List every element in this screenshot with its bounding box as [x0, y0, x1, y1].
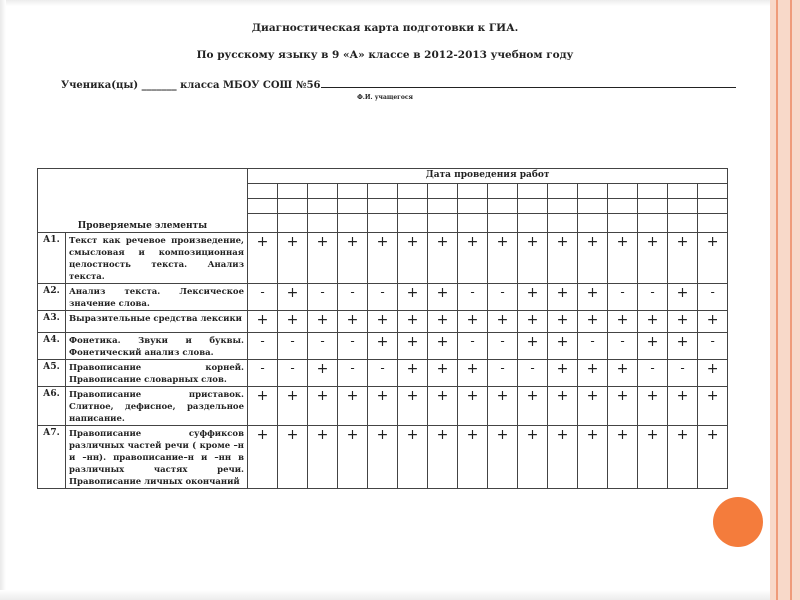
result-mark: + [488, 387, 518, 426]
result-mark: + [698, 360, 728, 387]
element-code: А3. [38, 311, 66, 333]
date-cell [518, 199, 548, 214]
element-description: Фонетика. Звуки и буквы. Фонетический анализ слова. [66, 333, 248, 360]
result-mark: + [668, 284, 698, 311]
result-mark: - [368, 360, 398, 387]
date-cell [488, 214, 518, 233]
result-mark: + [308, 387, 338, 426]
date-cell [428, 184, 458, 199]
result-mark: + [698, 387, 728, 426]
student-line-prefix: Ученика(цы) _______ класса МБОУ СОШ №56 [61, 80, 321, 91]
result-mark: - [338, 333, 368, 360]
result-mark: - [308, 333, 338, 360]
result-mark: + [488, 311, 518, 333]
result-mark: - [308, 284, 338, 311]
element-description: Текст как речевое произведение, смысловая и композиционная целостность текста. Анализ текста. [66, 233, 248, 284]
date-cell [518, 184, 548, 199]
table-row [38, 311, 728, 333]
result-mark: + [548, 387, 578, 426]
result-mark: + [578, 387, 608, 426]
result-mark: + [518, 426, 548, 489]
date-cell [458, 199, 488, 214]
element-code: А7. [38, 426, 66, 489]
result-mark: + [338, 233, 368, 284]
date-cell [458, 184, 488, 199]
result-mark: + [578, 360, 608, 387]
date-cell [308, 184, 338, 199]
date-cell [548, 199, 578, 214]
decor-stripe [770, 0, 800, 600]
result-mark: - [608, 284, 638, 311]
result-mark: - [458, 333, 488, 360]
result-mark: + [638, 333, 668, 360]
result-mark: + [578, 233, 608, 284]
result-mark: + [668, 387, 698, 426]
date-cell [278, 184, 308, 199]
date-cell [338, 214, 368, 233]
result-mark: + [308, 360, 338, 387]
result-mark: + [338, 426, 368, 489]
date-cell [308, 199, 338, 214]
date-cell [638, 184, 668, 199]
result-mark: + [518, 311, 548, 333]
result-mark: + [248, 233, 278, 284]
result-mark: + [428, 387, 458, 426]
result-mark: + [368, 426, 398, 489]
result-mark: - [488, 284, 518, 311]
result-mark: + [668, 233, 698, 284]
result-mark: + [638, 233, 668, 284]
element-description: Правописание приставок. Слитное, дефисное, раздельное написание. [66, 387, 248, 426]
decor-stripe-line [790, 0, 792, 600]
name-caption: Ф.И. учащегося [357, 94, 413, 101]
result-mark: - [638, 360, 668, 387]
date-cell [608, 184, 638, 199]
date-cell [488, 184, 518, 199]
result-mark: - [488, 360, 518, 387]
result-mark: + [698, 311, 728, 333]
result-mark: + [338, 311, 368, 333]
date-cell [248, 199, 278, 214]
element-code: А5. [38, 360, 66, 387]
date-cell [638, 214, 668, 233]
date-cell [398, 214, 428, 233]
result-mark: - [578, 333, 608, 360]
result-mark: + [398, 233, 428, 284]
table-row [38, 284, 728, 311]
result-mark: - [248, 333, 278, 360]
result-mark: + [428, 233, 458, 284]
date-cell [668, 199, 698, 214]
result-mark: - [278, 360, 308, 387]
result-mark: + [518, 233, 548, 284]
date-cell [518, 214, 548, 233]
date-cell [698, 214, 728, 233]
result-mark: + [488, 233, 518, 284]
result-mark: + [428, 333, 458, 360]
elements-header: Проверяемые элементы [38, 169, 248, 233]
result-mark: + [398, 284, 428, 311]
result-mark: + [398, 426, 428, 489]
result-mark: - [278, 333, 308, 360]
date-cell [398, 184, 428, 199]
date-cell [338, 184, 368, 199]
result-mark: + [698, 426, 728, 489]
date-cell [578, 184, 608, 199]
result-mark: + [398, 387, 428, 426]
date-cell [368, 199, 398, 214]
result-mark: + [488, 426, 518, 489]
result-mark: + [428, 426, 458, 489]
result-mark: + [548, 360, 578, 387]
document-title: Диагностическая карта подготовки к ГИА. [251, 22, 519, 34]
date-cell [368, 184, 398, 199]
date-cell [608, 214, 638, 233]
result-mark: + [458, 426, 488, 489]
table-row [38, 387, 728, 426]
date-cell [248, 184, 278, 199]
result-mark: - [458, 284, 488, 311]
result-mark: + [368, 387, 398, 426]
table-row [38, 360, 728, 387]
result-mark: + [548, 284, 578, 311]
date-cell [578, 214, 608, 233]
result-mark: + [368, 333, 398, 360]
result-mark: + [308, 426, 338, 489]
result-mark: + [458, 311, 488, 333]
date-cell [248, 214, 278, 233]
result-mark: + [578, 426, 608, 489]
result-mark: + [308, 311, 338, 333]
result-mark: + [518, 284, 548, 311]
result-mark: - [248, 284, 278, 311]
result-mark: + [458, 233, 488, 284]
slide-shadow-left [0, 0, 6, 600]
result-mark: + [398, 333, 428, 360]
student-line [61, 78, 736, 91]
result-mark: + [458, 387, 488, 426]
element-code: А1. [38, 233, 66, 284]
date-cell [638, 199, 668, 214]
result-mark: + [398, 311, 428, 333]
result-mark: + [458, 360, 488, 387]
result-mark: + [608, 360, 638, 387]
table-row [38, 233, 728, 284]
table-row [38, 333, 728, 360]
result-mark: + [608, 387, 638, 426]
element-description: Выразительные средства лексики [66, 311, 248, 333]
result-mark: + [428, 311, 458, 333]
date-cell [398, 199, 428, 214]
result-mark: + [608, 311, 638, 333]
date-cell [548, 214, 578, 233]
element-code: А6. [38, 387, 66, 426]
result-mark: + [518, 333, 548, 360]
result-mark: + [518, 387, 548, 426]
result-mark: + [278, 387, 308, 426]
date-cell [308, 214, 338, 233]
result-mark: - [698, 284, 728, 311]
table-row [38, 426, 728, 489]
element-code: А2. [38, 284, 66, 311]
date-header: Дата проведения работ [248, 169, 728, 184]
decor-stripe-line [776, 0, 778, 600]
result-mark: + [278, 284, 308, 311]
result-mark: + [608, 233, 638, 284]
result-mark: + [278, 311, 308, 333]
element-code: А4. [38, 333, 66, 360]
date-cell [458, 214, 488, 233]
date-cell [488, 199, 518, 214]
result-mark: + [668, 333, 698, 360]
result-mark: + [398, 360, 428, 387]
result-mark: - [338, 360, 368, 387]
date-cell [548, 184, 578, 199]
result-mark: + [548, 233, 578, 284]
date-cell [698, 184, 728, 199]
date-cell [698, 199, 728, 214]
result-mark: - [518, 360, 548, 387]
result-mark: + [428, 360, 458, 387]
result-mark: + [608, 426, 638, 489]
result-mark: + [548, 311, 578, 333]
date-cell [668, 184, 698, 199]
result-mark: - [368, 284, 398, 311]
result-mark: + [638, 387, 668, 426]
result-mark: - [698, 333, 728, 360]
date-cell [278, 214, 308, 233]
result-mark: + [548, 426, 578, 489]
result-mark: + [248, 426, 278, 489]
student-name-underline [321, 78, 736, 88]
result-mark: + [638, 311, 668, 333]
result-mark: - [608, 333, 638, 360]
slide-shadow-bottom [0, 590, 770, 600]
result-mark: + [638, 426, 668, 489]
result-mark: + [248, 311, 278, 333]
date-cell [368, 214, 398, 233]
result-mark: + [668, 311, 698, 333]
date-cell [278, 199, 308, 214]
result-mark: - [638, 284, 668, 311]
result-mark: + [698, 233, 728, 284]
result-mark: + [248, 387, 278, 426]
result-mark: + [428, 284, 458, 311]
document-subtitle: По русскому языку в 9 «А» классе в 2012-2013 учебном году [196, 49, 574, 61]
result-mark: - [488, 333, 518, 360]
slide-shadow-top [0, 0, 770, 6]
result-mark: + [578, 311, 608, 333]
result-mark: + [368, 311, 398, 333]
result-mark: + [668, 426, 698, 489]
element-description: Анализ текста. Лексическое значение слова. [66, 284, 248, 311]
date-cell [428, 199, 458, 214]
date-cell [428, 214, 458, 233]
result-mark: + [368, 233, 398, 284]
result-mark: + [278, 233, 308, 284]
date-cell [608, 199, 638, 214]
result-mark: + [308, 233, 338, 284]
decor-circle [713, 497, 763, 547]
element-description: Правописание корней. Правописание словарных слов. [66, 360, 248, 387]
date-cell [338, 199, 368, 214]
result-mark: + [578, 284, 608, 311]
result-mark: - [248, 360, 278, 387]
result-mark: + [338, 387, 368, 426]
date-cell [668, 214, 698, 233]
diagnostic-table [37, 168, 728, 489]
result-mark: + [548, 333, 578, 360]
result-mark: + [278, 426, 308, 489]
result-mark: - [338, 284, 368, 311]
result-mark: - [668, 360, 698, 387]
element-description: Правописание суффиксов различных частей речи ( кроме –н и –нн). правописание–н и –нн в различных частях речи. Правописание личных окончаний [66, 426, 248, 489]
date-cell [578, 199, 608, 214]
